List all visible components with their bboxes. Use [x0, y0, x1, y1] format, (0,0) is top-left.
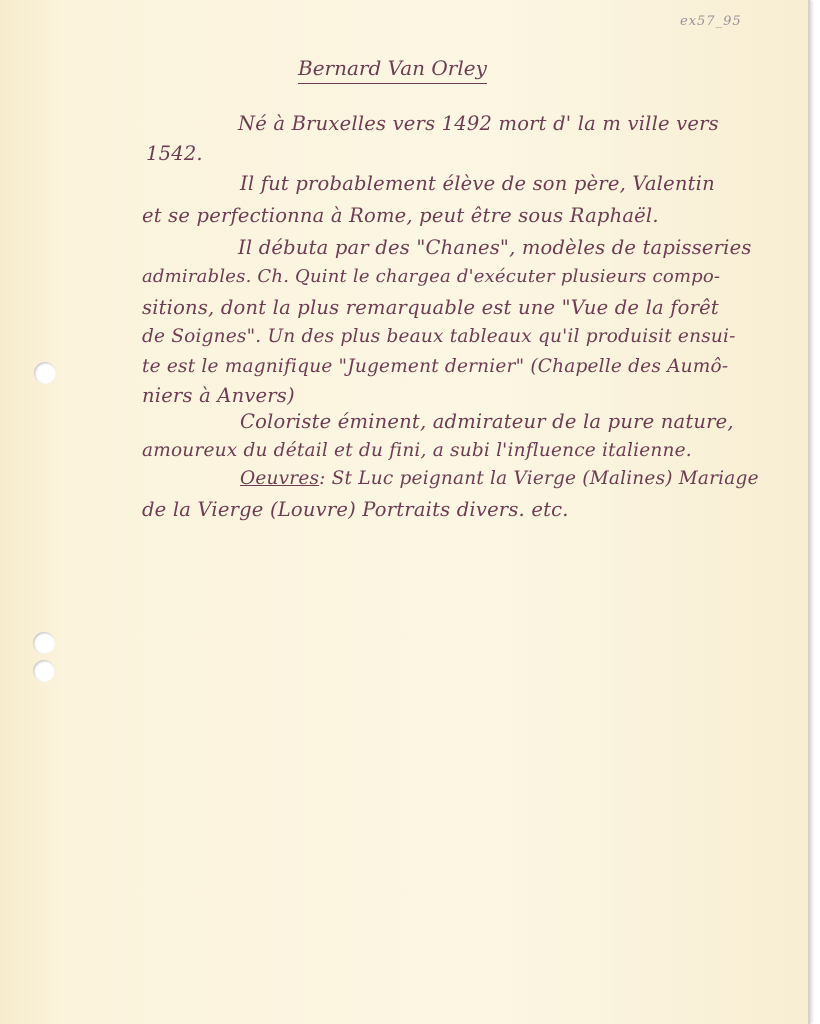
punch-hole-bottom — [33, 660, 55, 682]
reference-mark: ex57_95 — [680, 14, 742, 29]
oeuvres-text-1: : St Luc peignant la Vierge (Malines) Mariage — [319, 468, 759, 489]
text-line-8: de Soignes". Un des plus beaux tableaux qu'il produisit ensui- — [142, 326, 736, 347]
text-line-11: Coloriste éminent, admirateur de la pure nature, — [240, 410, 734, 433]
text-line-7: sitions, dont la plus remarquable est une "Vue de la forêt — [142, 296, 719, 319]
text-line-5: Il débuta par des "Chanes", modèles de tapisseries — [238, 236, 752, 259]
text-line-4: et se perfectionna à Rome, peut être sous Raphaël. — [142, 204, 659, 227]
text-line-10: niers à Anvers) — [142, 384, 295, 407]
text-line-6: admirables. Ch. Quint le chargea d'exécuter plusieurs compo- — [142, 266, 721, 287]
oeuvres-text-2: de la Vierge (Louvre) Portraits divers. etc. — [142, 498, 569, 521]
punch-hole-middle — [33, 632, 55, 654]
text-line-3: Il fut probablement élève de son père, Valentin — [240, 172, 715, 195]
text-line-1: Né à Bruxelles vers 1492 mort d' la m ville vers — [238, 112, 719, 135]
page-title: Bernard Van Orley — [298, 56, 487, 84]
text-line-9: te est le magnifique "Jugement dernier" (Chapelle des Aumô- — [142, 356, 729, 377]
text-line-2: 1542. — [146, 142, 203, 165]
oeuvres-line — [240, 468, 759, 489]
text-line-12: amoureux du détail et du fini, a subi l'influence italienne. — [142, 440, 692, 461]
oeuvres-label: Oeuvres — [240, 468, 320, 489]
punch-hole-top — [34, 362, 56, 384]
